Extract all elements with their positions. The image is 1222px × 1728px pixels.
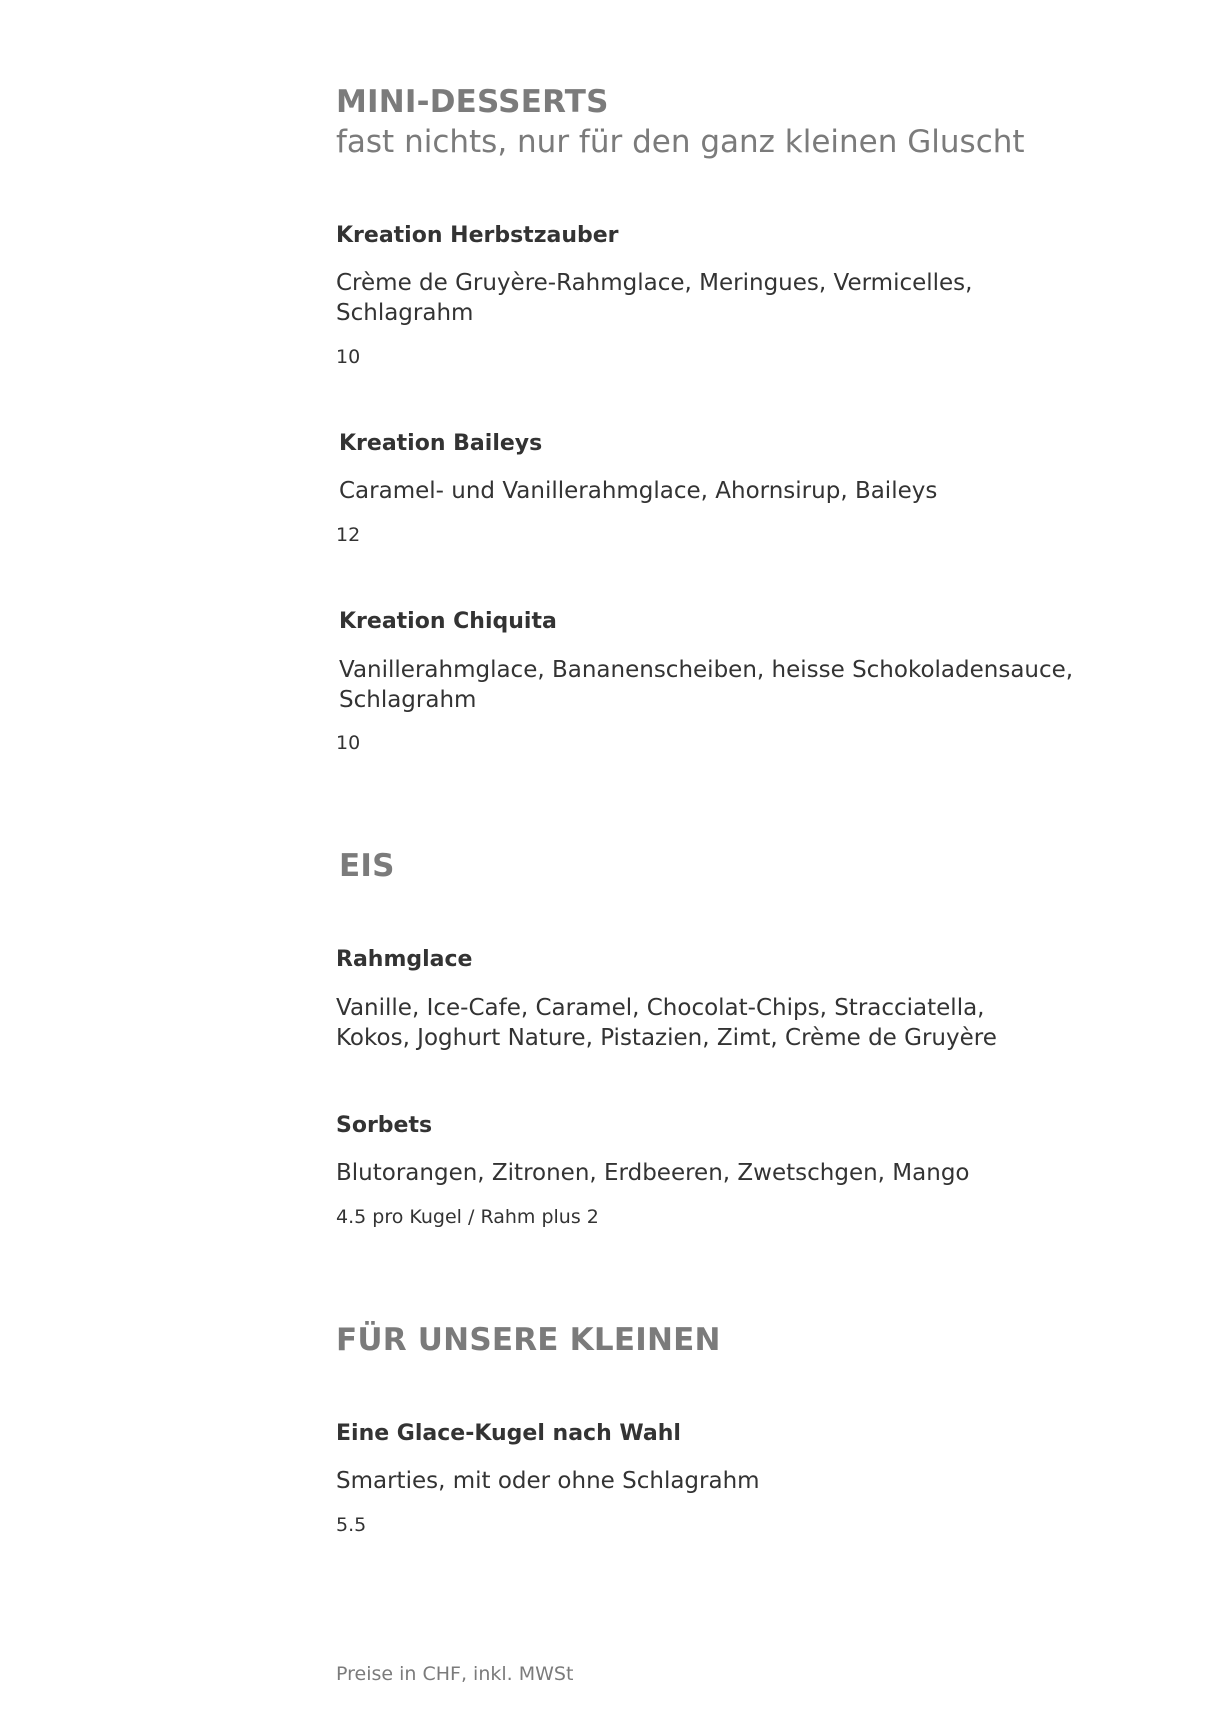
footer-price-note: Preise in CHF, inkl. MWSt [336,1663,574,1685]
description-line: Schlagrahm [336,300,474,326]
description-line: Caramel- und Vanillerahmglace, Ahornsirup, Baileys [339,478,938,504]
section-title-eis: EIS [339,848,395,884]
description-line: Vanillerahmglace, Bananenscheiben, heisse Schokoladensauce, [339,657,1074,683]
item-description-baileys [339,476,937,506]
description-line: Smarties, mit oder ohne Schlagrahm [336,1468,760,1494]
item-title-baileys: Kreation Baileys [339,431,543,456]
section-title-kids: FÜR UNSERE KLEINEN [336,1322,721,1358]
description-line: Vanille, Ice-Cafe, Caramel, Chocolat-Chips, Stracciatella, [336,995,985,1021]
item-title-rahmglace: Rahmglace [336,947,473,972]
description-line: Kokos, Joghurt Nature, Pistazien, Zimt, Crème de Gruyère [336,1025,997,1051]
item-price-chiquita: 10 [336,732,361,754]
description-line: Crème de Gruyère-Rahmglace, Meringues, Vermicelles, [336,270,973,296]
section-subtitle-mini-desserts: fast nichts, nur für den ganz kleinen Gluscht [336,124,1025,160]
description-line: Schlagrahm [339,687,477,713]
item-description-rahmglace [336,993,997,1053]
item-title-sorbets: Sorbets [336,1113,433,1138]
item-price-baileys: 12 [336,524,361,546]
item-price-sorbets: 4.5 pro Kugel / Rahm plus 2 [336,1206,599,1228]
item-title-chiquita: Kreation Chiquita [339,609,557,634]
item-description-glace-kugel [336,1466,760,1496]
section-title-mini-desserts: MINI-DESSERTS [336,84,609,120]
item-title-glace-kugel: Eine Glace-Kugel nach Wahl [336,1421,681,1446]
item-description-chiquita [339,655,1073,715]
item-description-sorbets [336,1158,970,1188]
description-line: Blutorangen, Zitronen, Erdbeeren, Zwetschgen, Mango [336,1160,970,1186]
item-price-herbstzauber: 10 [336,346,361,368]
item-description-herbstzauber [336,268,972,328]
item-title-herbstzauber: Kreation Herbstzauber [336,223,619,248]
item-price-glace-kugel: 5.5 [336,1514,367,1536]
